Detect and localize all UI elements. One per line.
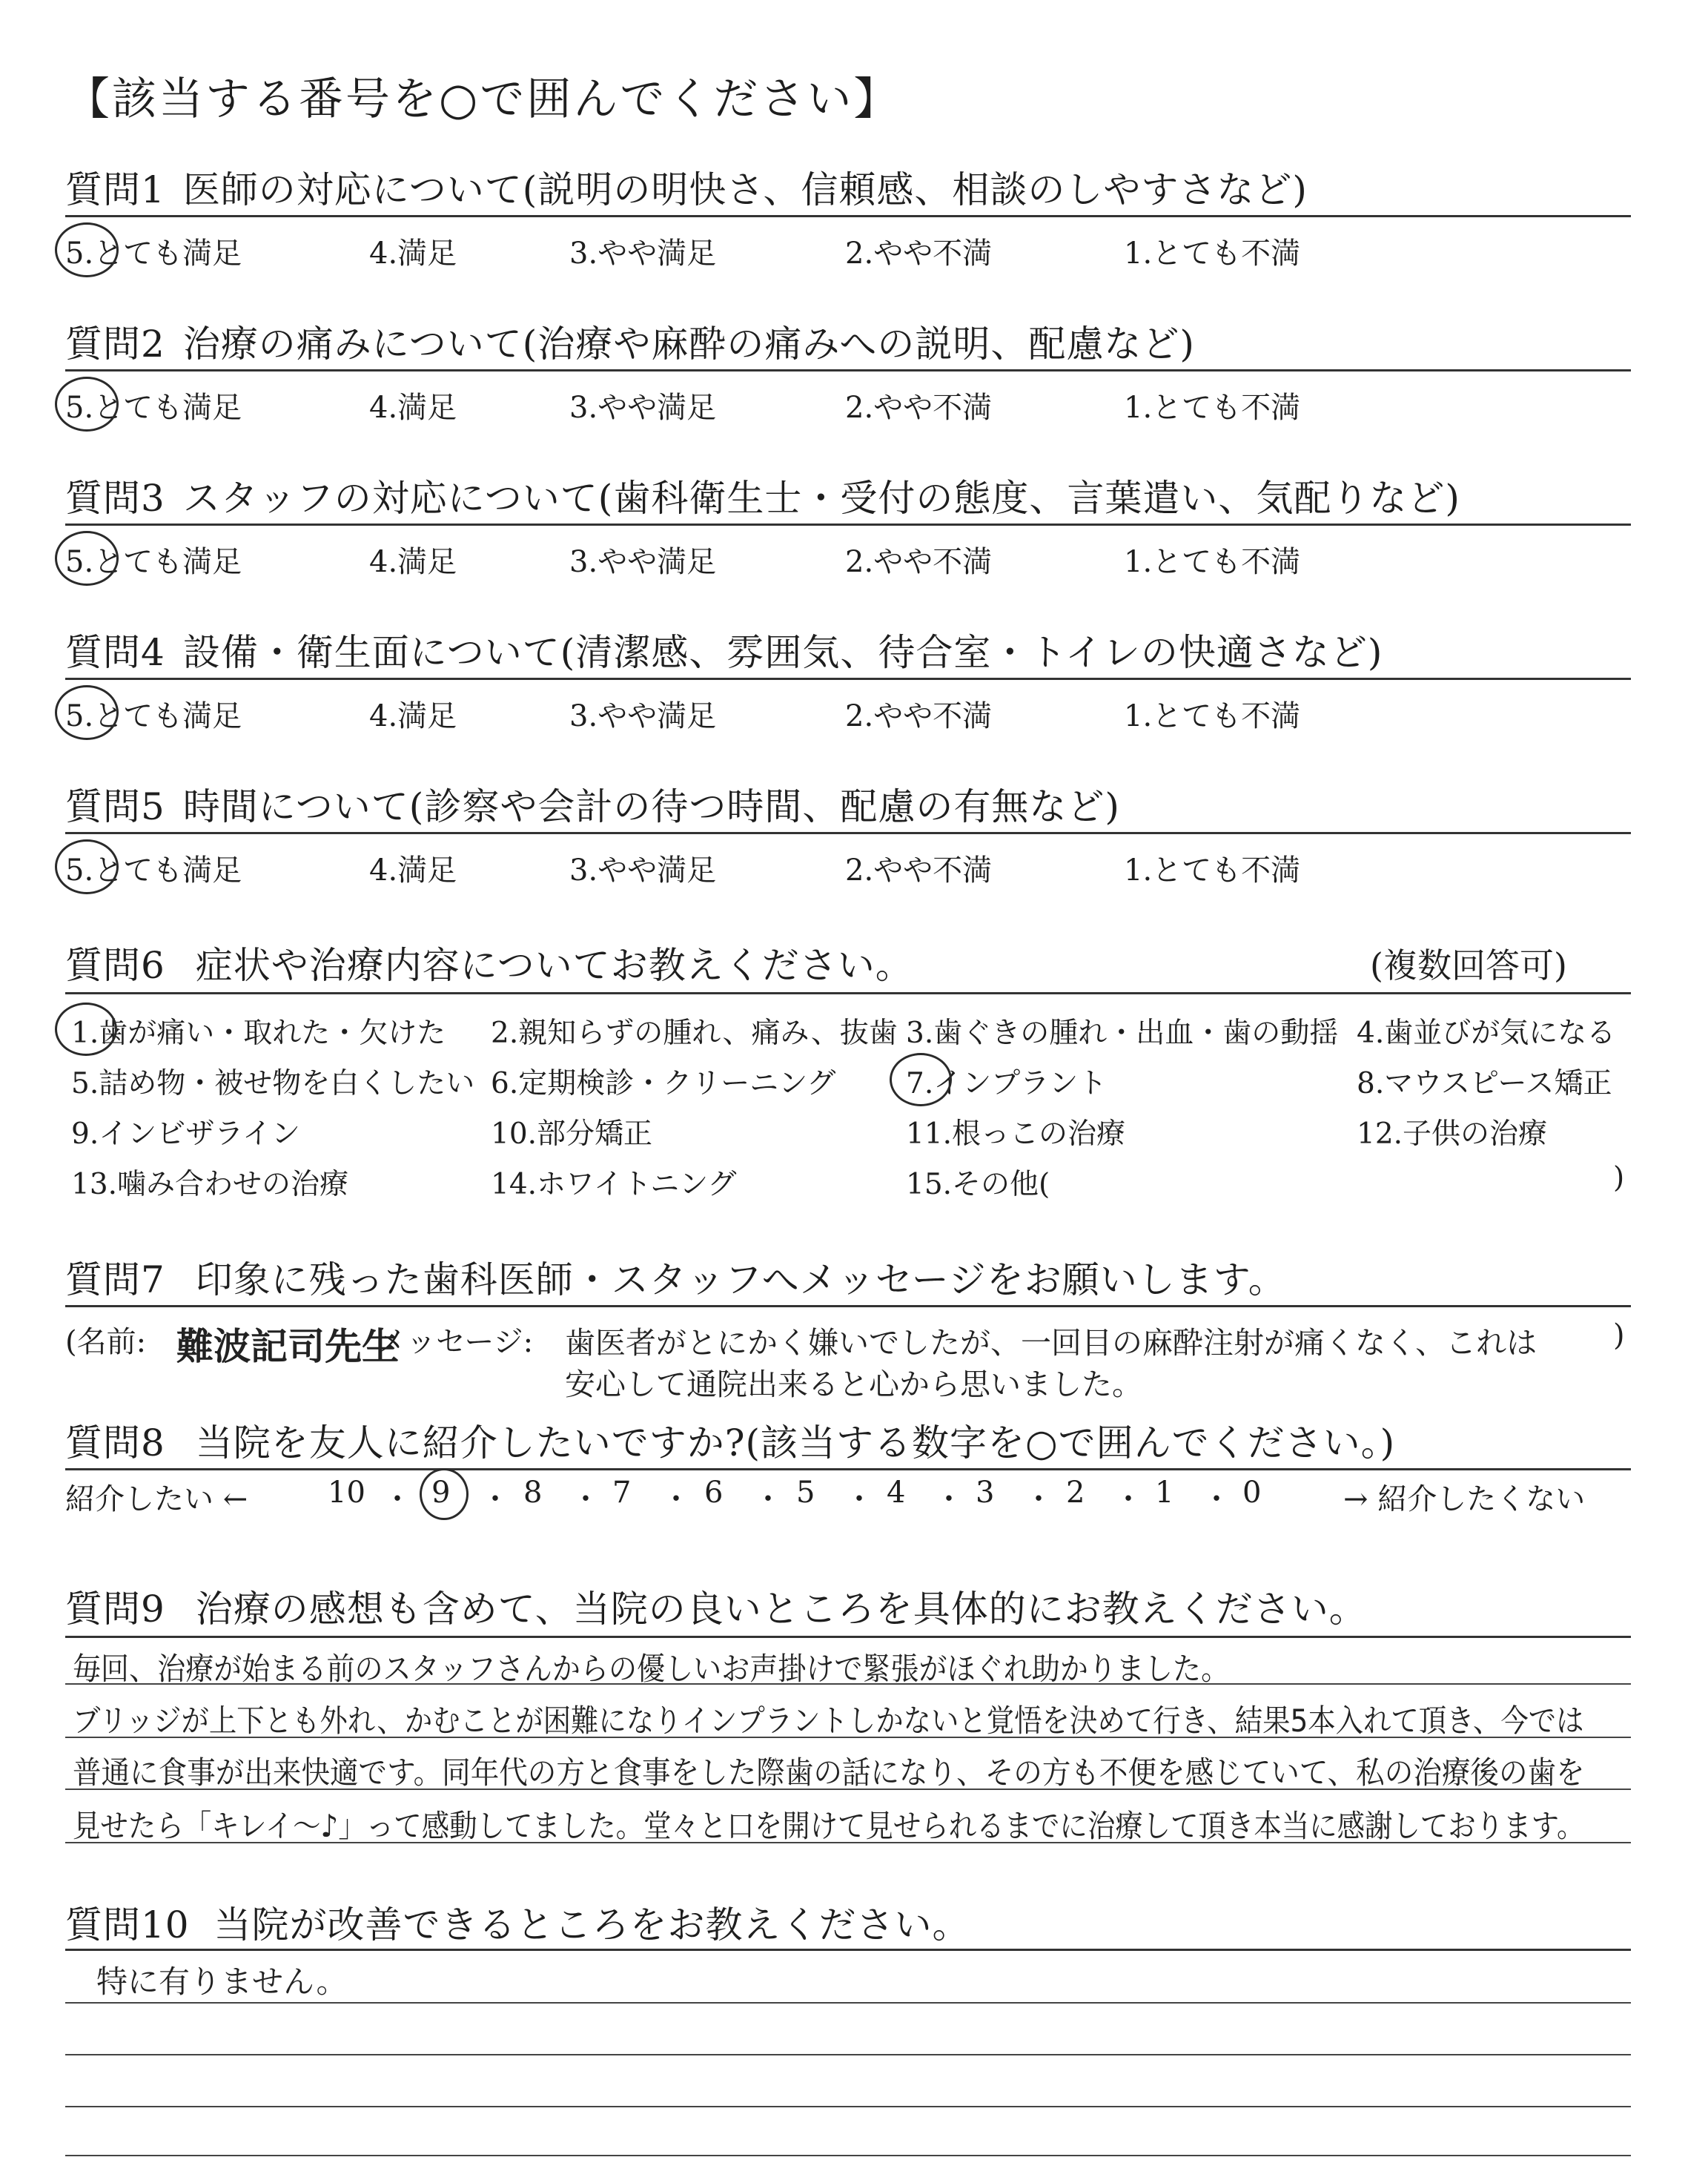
q6-multi-note: (複数回答可) (1370, 945, 1567, 985)
q1-option-3[interactable]: 3.やや満足 (569, 237, 717, 271)
q8-scale-separator: ・ (383, 1482, 412, 1516)
q10-answer-rule (65, 2155, 1631, 2156)
q1-label: 質問1 (65, 168, 165, 211)
q5-option-1[interactable]: 1.とても不満 (1124, 853, 1301, 888)
q7-text: 印象に残った歯科医師・スタッフへメッセージをお願いします。 (195, 1258, 1286, 1301)
q2-option-3[interactable]: 3.やや満足 (569, 391, 717, 425)
q8-scale-2[interactable]: 2 (1066, 1476, 1085, 1510)
q9-answer-line-1: 毎回、治療が始まる前のスタッフさんからの優しいお声掛けで緊張がほぐれ助かりました。 (73, 1651, 1230, 1687)
q1-option-2[interactable]: 2.やや不満 (845, 237, 993, 271)
q9-rule (65, 1636, 1631, 1638)
q2-heading (65, 314, 1195, 368)
q1-option-4[interactable]: 4.満足 (369, 237, 457, 271)
q4-selected-circle (55, 685, 119, 740)
q3-option-3[interactable]: 3.やや満足 (569, 545, 717, 579)
q10-answer-rule (65, 2106, 1631, 2107)
q4-text: 設備・衛生面について(清潔感、雰囲気、待合室・トイレの快適さなど) (182, 631, 1383, 674)
q8-scale-10[interactable]: 10 (328, 1476, 365, 1510)
q7-heading (65, 1250, 1286, 1304)
q2-option-5[interactable]: 5.とても満足 (65, 391, 242, 425)
q6-selected-circle-7 (890, 1053, 952, 1106)
q8-scale-0[interactable]: 0 (1242, 1476, 1262, 1510)
q6-option-4[interactable]: 4.歯並びが気になる (1357, 1017, 1616, 1050)
q4-option-5[interactable]: 5.とても満足 (65, 699, 242, 733)
q4-rule (65, 678, 1631, 680)
q3-option-4[interactable]: 4.満足 (369, 545, 457, 579)
q8-scale-separator: ・ (1113, 1482, 1143, 1516)
q1-text: 医師の対応について(説明の明快さ、信頼感、相談のしやすさなど) (182, 168, 1308, 211)
q2-option-1[interactable]: 1.とても不満 (1124, 391, 1301, 425)
q1-option-5[interactable]: 5.とても満足 (65, 237, 242, 271)
q1-selected-circle (55, 222, 119, 277)
q3-option-2[interactable]: 2.やや不満 (845, 545, 993, 579)
q2-text: 治療の痛みについて(治療や麻酔の痛みへの説明、配慮など) (182, 323, 1195, 366)
q8-scale-separator: ・ (934, 1482, 964, 1516)
q6-option-6[interactable]: 6.定期検診・クリーニング (491, 1067, 836, 1100)
q9-heading (65, 1579, 1367, 1633)
q8-scale-7[interactable]: 7 (612, 1476, 632, 1510)
q8-scale-5[interactable]: 5 (796, 1476, 815, 1510)
q8-scale-6[interactable]: 6 (704, 1476, 724, 1510)
q3-option-1[interactable]: 1.とても不満 (1124, 545, 1301, 579)
q1-rule (65, 215, 1631, 217)
q10-rule (65, 1949, 1631, 1951)
q7-close-paren: ) (1613, 1318, 1625, 1353)
q6-label: 質問6 (65, 944, 165, 987)
q4-option-2[interactable]: 2.やや不満 (845, 699, 993, 733)
q8-scale-9[interactable]: 9 (431, 1476, 451, 1510)
q7-message-line2: 安心して通院出来ると心から思いました。 (565, 1367, 1142, 1402)
q10-label: 質問10 (65, 1903, 190, 1946)
q8-scale-separator: ・ (844, 1482, 874, 1516)
q10-answer-rule (65, 2054, 1631, 2055)
q5-heading (65, 777, 1120, 830)
q8-left-label: 紹介したい ← (65, 1482, 248, 1516)
q8-scale-separator: ・ (1024, 1482, 1053, 1516)
page-title: 【該当する番号を○で囲んでください】 (65, 73, 901, 125)
q4-option-4[interactable]: 4.満足 (369, 699, 457, 733)
q9-answer-line-4: 見せたら「キレイ〜♪」って感動してました。堂々と口を開けて見せられるまでに治療して頂き本当に感謝しております。 (73, 1808, 1585, 1844)
q9-answer-line-3: 普通に食事が出来快適です。同年代の方と食事をした際歯の話になり、その方も不便を感じていて、私の治療後の歯を (73, 1754, 1585, 1791)
q9-answer-line-2: ブリッジが上下とも外れ、かむことが困難になりインプラントしかないと覚悟を決めて行き、結果5本入れて頂き、今では (73, 1702, 1584, 1739)
q8-text: 当院を友人に紹介したいですか?(該当する数字を○で囲んでください。) (195, 1421, 1396, 1464)
q6-option-11[interactable]: 11.根っこの治療 (906, 1117, 1126, 1151)
q3-option-5[interactable]: 5.とても満足 (65, 545, 242, 579)
q5-option-5[interactable]: 5.とても満足 (65, 853, 242, 888)
q4-option-1[interactable]: 1.とても不満 (1124, 699, 1301, 733)
q2-option-4[interactable]: 4.満足 (369, 391, 457, 425)
q6-heading (65, 936, 913, 989)
q10-text: 当院が改善できるところをお教えください。 (214, 1903, 970, 1946)
q3-label: 質問3 (65, 477, 165, 520)
q2-rule (65, 369, 1631, 371)
q8-scale-3[interactable]: 3 (976, 1476, 995, 1510)
q5-selected-circle (55, 839, 119, 894)
q5-option-2[interactable]: 2.やや不満 (845, 853, 993, 888)
q8-heading (65, 1413, 1395, 1467)
q6-option-13[interactable]: 13.噛み合わせの治療 (71, 1168, 349, 1201)
q5-rule (65, 832, 1631, 834)
q7-name-label: (名前: (65, 1325, 147, 1359)
q7-message-label: メッセージ: (377, 1325, 534, 1359)
q6-option-7[interactable]: 7.インプラント (906, 1067, 1108, 1100)
q2-selected-circle (55, 377, 119, 432)
q9-text: 治療の感想も含めて、当院の良いところを具体的にお教えください。 (195, 1588, 1367, 1631)
q6-option-14[interactable]: 14.ホワイトニング (491, 1168, 737, 1201)
q3-heading (65, 469, 1460, 522)
q10-answer-line-1: 特に有りません。 (96, 1964, 348, 2000)
q5-label: 質問5 (65, 785, 165, 828)
q3-rule (65, 524, 1631, 526)
q6-option-9[interactable]: 9.インビザライン (71, 1117, 301, 1151)
q8-scale-separator: ・ (753, 1482, 783, 1516)
q5-option-4[interactable]: 4.満足 (369, 853, 457, 888)
q7-rule (65, 1305, 1631, 1307)
q8-rule (65, 1468, 1631, 1470)
q6-text: 症状や治療内容についてお教えください。 (195, 944, 913, 987)
q8-scale-separator: ・ (480, 1482, 510, 1516)
q7-message-line1: 歯医者がとにかく嫌いでしたが、一回目の麻酔注射が痛くなく、これは (565, 1325, 1537, 1361)
q6-option-10[interactable]: 10.部分矯正 (491, 1117, 653, 1151)
q6-option-2[interactable]: 2.親知らずの腫れ、痛み、抜歯 (491, 1017, 898, 1050)
q10-heading (65, 1895, 970, 1949)
q7-name-value: 難波記司先生 (176, 1325, 399, 1368)
q9-label: 質問9 (65, 1588, 165, 1631)
q6-close-paren: ) (1613, 1161, 1625, 1195)
q8-scale-separator: ・ (661, 1482, 691, 1516)
q4-label: 質問4 (65, 631, 165, 674)
q1-heading (65, 160, 1308, 214)
q8-right-label: → 紹介したくない (1343, 1482, 1586, 1516)
q8-scale-4[interactable]: 4 (887, 1476, 906, 1510)
q2-label: 質問2 (65, 323, 165, 366)
q8-label: 質問8 (65, 1421, 165, 1464)
q5-text: 時間について(診察や会計の待つ時間、配慮の有無など) (182, 785, 1120, 828)
q5-option-3[interactable]: 3.やや満足 (569, 853, 717, 888)
q6-option-8[interactable]: 8.マウスピース矯正 (1357, 1067, 1612, 1100)
q6-option-1[interactable]: 1.歯が痛い・取れた・欠けた (71, 1017, 446, 1050)
q8-scale-8[interactable]: 8 (523, 1476, 543, 1510)
q6-option-12[interactable]: 12.子供の治療 (1357, 1117, 1548, 1151)
q7-label: 質問7 (65, 1258, 165, 1301)
q6-rule (65, 992, 1631, 994)
q8-scale-separator: ・ (571, 1482, 600, 1516)
q6-selected-circle-1 (55, 1003, 117, 1056)
q4-option-3[interactable]: 3.やや満足 (569, 699, 717, 733)
q1-option-1[interactable]: 1.とても不満 (1124, 237, 1301, 271)
q2-option-2[interactable]: 2.やや不満 (845, 391, 993, 425)
q3-text: スタッフの対応について(歯科衛生士・受付の態度、言葉遣い、気配りなど) (182, 477, 1460, 520)
q10-answer-rule (65, 2002, 1631, 2004)
q4-heading (65, 623, 1383, 676)
q8-scale-separator: ・ (1202, 1482, 1231, 1516)
q8-scale-1[interactable]: 1 (1155, 1476, 1174, 1510)
q6-option-5[interactable]: 5.詰め物・被せ物を白くしたい (71, 1067, 475, 1100)
q6-option-15[interactable]: 15.その他( (906, 1168, 1050, 1201)
q3-selected-circle (55, 531, 119, 586)
q6-option-3[interactable]: 3.歯ぐきの腫れ・出血・歯の動揺 (906, 1017, 1339, 1050)
q8-selected-circle (420, 1468, 469, 1520)
